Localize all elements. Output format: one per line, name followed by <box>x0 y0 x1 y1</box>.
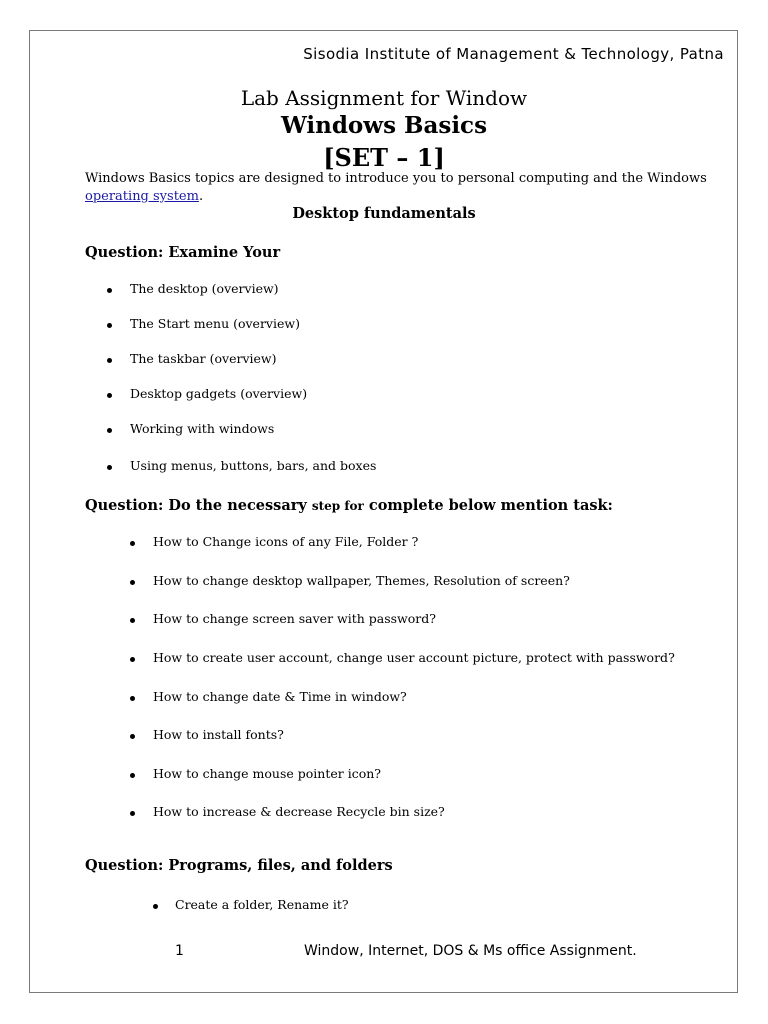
bullet-dot <box>107 323 112 328</box>
topic-title: Windows Basics <box>280 112 488 139</box>
list-item: The desktop (overview) <box>130 281 279 296</box>
institute-header: Sisodia Institute of Management & Technology, Patna <box>303 45 724 63</box>
heading-part: Question: Do the necessary <box>85 497 312 514</box>
set-title: [SET – 1] <box>323 143 445 172</box>
list-item: How to increase & decrease Recycle bin size? <box>153 804 445 819</box>
question-heading-examine: Question: Examine Your <box>85 244 281 261</box>
bullet-dot <box>107 358 112 363</box>
list-item: Using menus, buttons, bars, and boxes <box>130 458 377 473</box>
footer-text: Window, Internet, DOS & Ms office Assignment. <box>304 943 637 959</box>
bullet-dot <box>107 393 112 398</box>
heading-part-small: step for <box>311 499 364 513</box>
list-item: How to change screen saver with password? <box>153 611 436 626</box>
heading-part: complete below mention task: <box>363 497 613 514</box>
bullet-dot <box>130 657 135 662</box>
section-subheading: Desktop fundamentals <box>292 205 476 222</box>
bullet-dot <box>130 811 135 816</box>
intro-end: . <box>198 189 204 204</box>
list-item: Create a folder, Rename it? <box>175 897 349 912</box>
bullet-dot <box>130 696 135 701</box>
bullet-dot <box>130 580 135 585</box>
bullet-dot <box>107 428 112 433</box>
list-item: Desktop gadgets (overview) <box>130 386 308 401</box>
bullet-dot <box>153 904 158 909</box>
page-number: 1 <box>175 943 184 959</box>
list-item: How to change date & Time in window? <box>153 689 407 704</box>
list-item: How to change mouse pointer icon? <box>153 766 381 781</box>
question-heading-programs: Question: Programs, files, and folders <box>85 857 393 874</box>
bullet-dot <box>130 541 135 546</box>
list-item: How to Change icons of any File, Folder ? <box>153 534 419 549</box>
list-item: How to install fonts? <box>153 727 284 742</box>
bullet-dot <box>130 734 135 739</box>
list-item: How to create user account, change user account picture, protect with password? <box>153 650 675 665</box>
bullet-dot <box>130 773 135 778</box>
intro-paragraph <box>85 170 725 206</box>
bullet-dot <box>107 288 112 293</box>
bullet-dot <box>107 465 112 470</box>
intro-text: Windows Basics topics are designed to introduce you to personal computing and the Windows <box>85 171 707 186</box>
list-item: The Start menu (overview) <box>130 316 300 331</box>
list-item: How to change desktop wallpaper, Themes, Resolution of screen? <box>153 573 570 588</box>
list-item: Working with windows <box>130 421 275 436</box>
assignment-title: Lab Assignment for Window <box>240 86 528 110</box>
list-item: The taskbar (overview) <box>130 351 277 366</box>
question-heading-tasks <box>85 497 613 514</box>
operating-system-link[interactable]: operating system <box>85 189 199 204</box>
bullet-dot <box>130 618 135 623</box>
